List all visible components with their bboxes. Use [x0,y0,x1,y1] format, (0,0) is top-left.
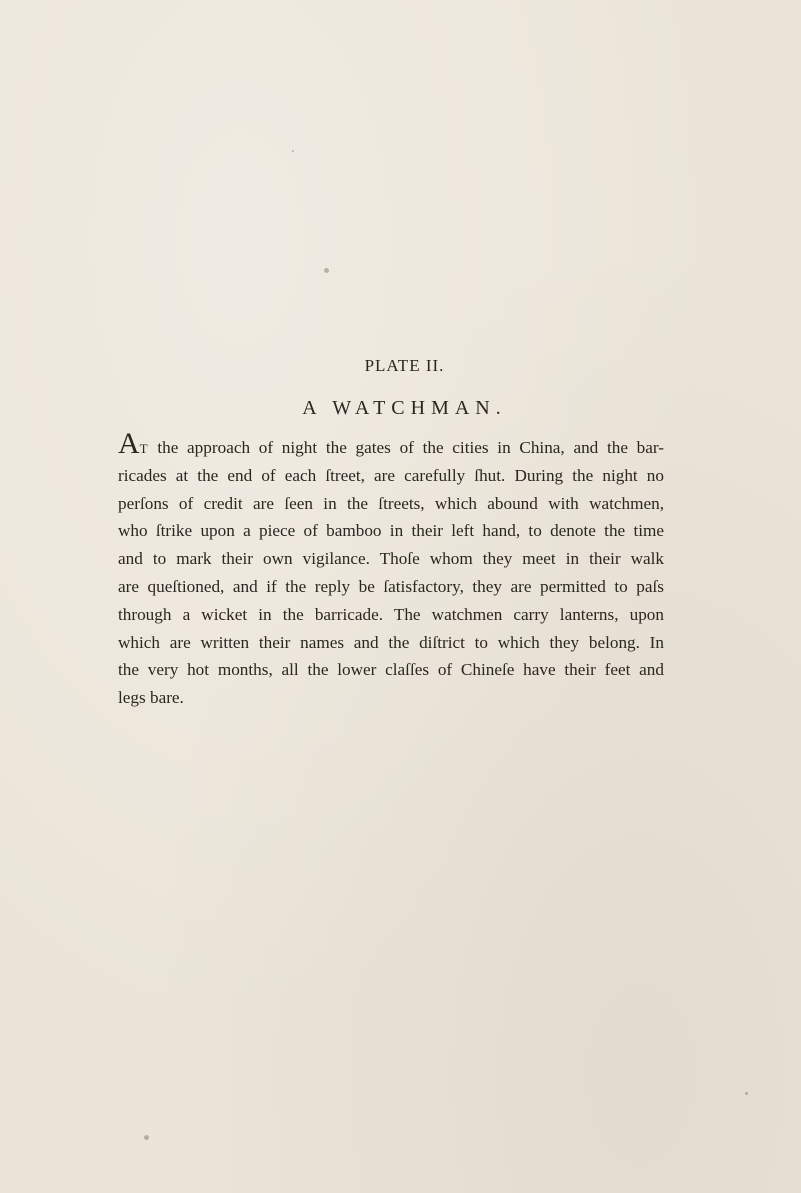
paper-speck [324,268,329,273]
drop-cap: A [118,427,140,460]
plate-heading: PLATE II. [364,356,445,375]
text-line: ricades at the end of each ſtreet, are carefully ſhut. During the night no [118,465,664,485]
paper-speck [292,150,294,152]
paper-speck [144,1135,149,1140]
text-line: who ſtrike upon a piece of bamboo in their left hand, to denote the time [118,521,664,541]
text-line: are queſtioned, and if the reply be ſatisfactory, they are permitted to paſs [118,576,664,596]
small-caps-initial: T [139,441,149,456]
article-title: A WATCHMAN. [302,397,507,419]
text-line [118,427,665,462]
first-line-text: the approach of night the gates of the cities in China, and the bar- [157,438,665,457]
text-line: which are written their names and the diſtrict to which they belong. In [118,632,664,652]
paper-speck [745,1092,748,1095]
text-line: through a wicket in the barricade. The watchmen carry lanterns, upon [118,604,664,624]
text-line: the very hot months, all the lower claſſes of Chineſe have their feet and [118,660,664,680]
text-line: and to mark their own vigilance. Thoſe whom they meet in their walk [118,549,664,569]
text-line: perſons of credit are ſeen in the ſtreets, which abound with watchmen, [118,493,664,513]
text-line: legs bare. [118,688,184,708]
body-paragraph [118,427,665,712]
